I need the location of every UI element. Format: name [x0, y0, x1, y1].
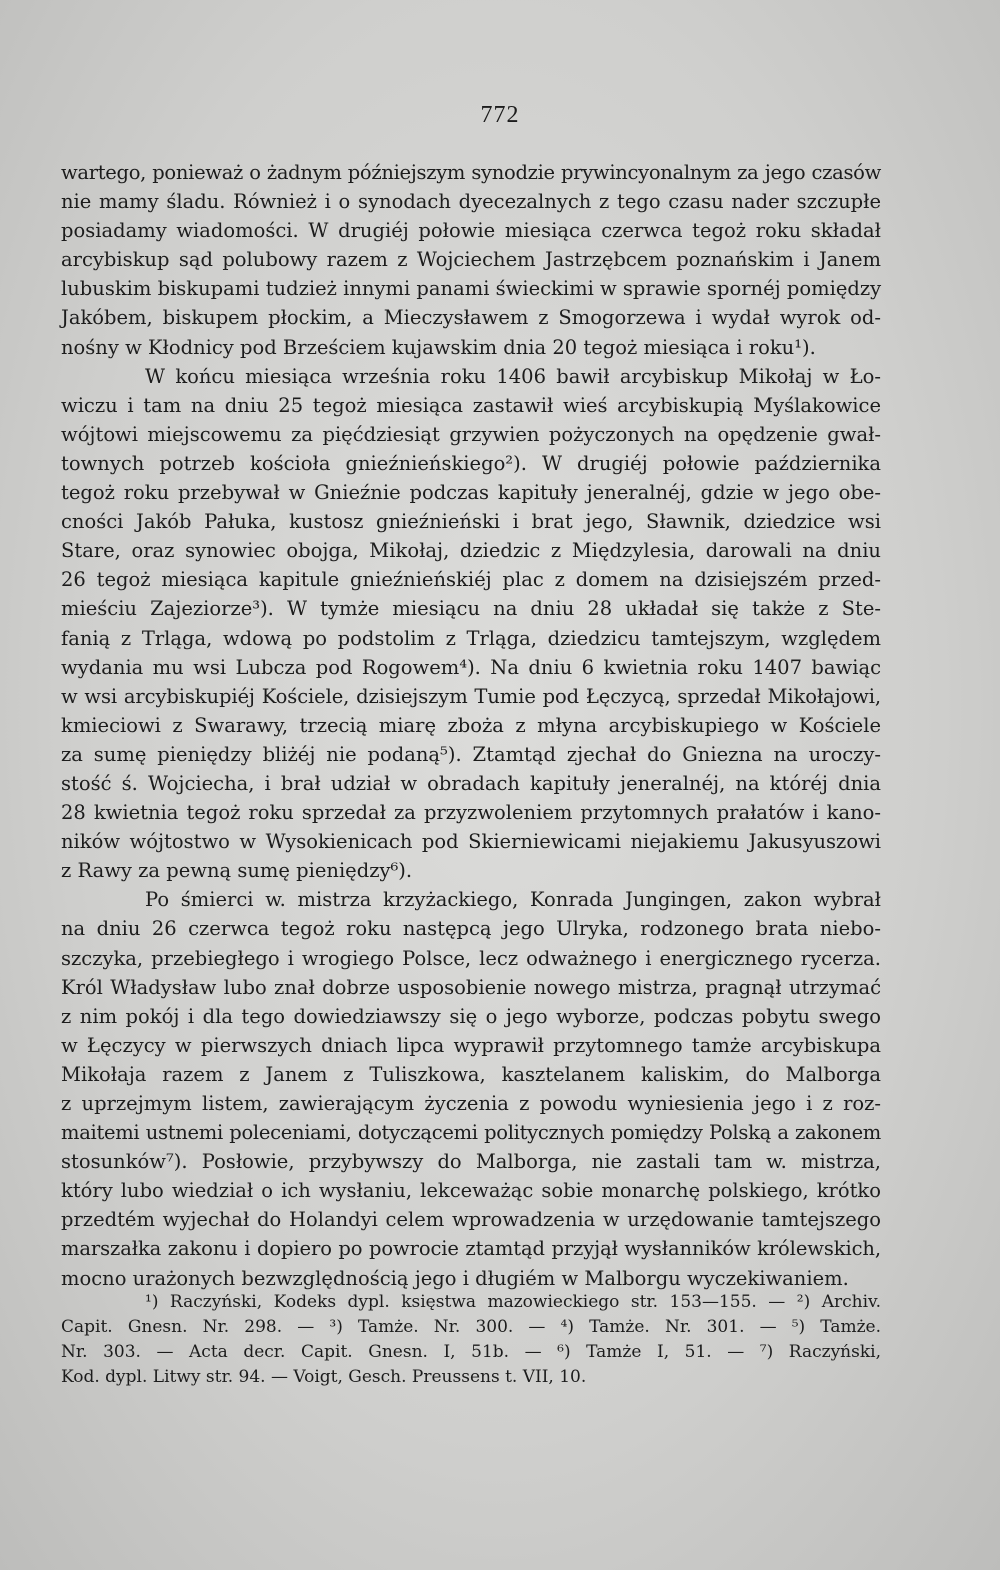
text-line: 28 kwietnia tegoż roku sprzedał za przyzwoleniem przytomnych prałatów i kano- — [61, 801, 881, 825]
text-line: przedtém wyjechał do Holandyi celem wprowadzenia w urzędowanie tamtejszego — [61, 1208, 881, 1232]
text-line: na dniu 26 czerwca tegoż roku następcą jego Ulryka, rodzonego brata niebo- — [61, 917, 881, 941]
text-line: z nim pokój i dla tego dowiedziawszy się o jego wyborze, podczas pobytu swego — [61, 1004, 881, 1028]
text-line: cności Jakób Pałuka, kustosz gnieźnieński i brat jego, Sławnik, dziedzice wsi — [61, 510, 881, 534]
text-line: posiadamy wiadomości. W drugiéj połowie miesiąca czerwca tegoż roku składał — [61, 219, 881, 243]
text-line: wydania mu wsi Lubcza pod Rogowem⁴). Na dniu 6 kwietnia roku 1407 bawiąc — [61, 655, 881, 679]
text-line: maitemi ustnemi poleceniami, dotyczącemi politycznych pomiędzy Polską a zakonem — [61, 1121, 881, 1145]
text-line: który lubo wiedział o ich wysłaniu, lekceważąc sobie monarchę polskiego, krótko — [61, 1179, 881, 1203]
text-line: szczyka, przebiegłego i wrogiego Polsce, lecz odważnego i energicznego rycerza. — [61, 946, 881, 970]
text-line: z uprzejmym listem, zawierającym życzenia z powodu wyniesienia jego i z roz- — [61, 1092, 881, 1115]
text-line: wiczu i tam na dniu 25 tegoż miesiąca zastawił wieś arcybiskupią Myślakowice — [61, 393, 881, 417]
text-line: mocno urażonych bezwzględnością jego i długiém w Malborgu wyczekiwaniem. — [61, 1266, 849, 1290]
text-line: w wsi arcybiskupiéj Kościele, dzisiejszym Tumie pod Łęczycą, sprzedał Mikołajowi, — [61, 684, 881, 708]
text-line: wartego, ponieważ o żadnym późniejszym synodzie prywincyonalnym za jego czasów — [61, 161, 881, 184]
paragraph-start-line: Po śmierci w. mistrza krzyżackiego, Konrada Jungingen, zakon wybrał — [145, 888, 881, 912]
text-line: lubuskim biskupami tudzież innymi panami świeckimi w sprawie spornéj pomiędzy — [61, 277, 882, 301]
text-line: w Łęczycy w pierwszych dniach lipca wyprawił przytomnego tamże arcybiskupa — [61, 1033, 881, 1057]
text-line: wójtowi miejscowemu za pięćdziesiąt grzywien pożyczonych na opędzenie gwał- — [61, 422, 881, 446]
text-line: nośny w Kłodnicy pod Brześciem kujawskim dnia 20 tegoż miesiąca i roku¹). — [61, 335, 816, 359]
text-line: mieściu Zajeziorze³). W tymże miesiącu na dniu 28 układał się także z Ste- — [61, 597, 881, 621]
text-line: Jakóbem, biskupem płockim, a Mieczysławem z Smogorzewa i wydał wyrok od- — [61, 306, 881, 330]
footnotes — [61, 1290, 881, 1390]
footnote-line: Capit. Gnesn. Nr. 298. — ³) Tamże. Nr. 300. — ⁴) Tamże. Nr. 301. — ⁵) Tamże. — [61, 1317, 881, 1337]
footnote-line: ¹) Raczyński, Kodeks dypl. księstwa mazowieckiego str. 153—155. — ²) Archiv. — [145, 1292, 881, 1312]
text-line: kmieciowi z Swarawy, trzecią miarę zboża z młyna arcybiskupiego w Kościele — [61, 713, 881, 737]
text-line: arcybiskup sąd polubowy razem z Wojciechem Jastrzębcem poznańskim i Janem — [61, 248, 881, 272]
paragraph-start-line: W końcu miesiąca września roku 1406 bawił arcybiskup Mikołaj w Ło- — [145, 364, 881, 388]
page-number: 772 — [480, 102, 520, 128]
footnote-line: Kod. dypl. Litwy str. 94. — Voigt, Gesch. Preussens t. VII, 10. — [61, 1367, 587, 1387]
text-line: Stare, oraz synowiec obojga, Mikołaj, dziedzic z Międzylesia, darowali na dniu — [61, 539, 881, 563]
body-text — [61, 158, 881, 1293]
text-line: stość ś. Wojciecha, i brał udział w obradach kapituły jeneralnéj, na któréj dnia — [61, 771, 881, 795]
text-line: 26 tegoż miesiąca kapitule gnieźnieńskiéj plac z domem na dzisiejszém przed- — [61, 568, 881, 592]
text-line: stosunków⁷). Posłowie, przybywszy do Malborga, nie zastali tam w. mistrza, — [61, 1150, 881, 1174]
text-line: Mikołaja razem z Janem z Tuliszkowa, kasztelanem kaliskim, do Malborga — [61, 1062, 881, 1086]
text-line: Król Władysław lubo znał dobrze usposobienie nowego mistrza, pragnął utrzymać — [61, 975, 881, 999]
footnote-line: Nr. 303. — Acta decr. Capit. Gnesn. I, 51b. — ⁶) Tamże I, 51. — ⁷) Raczyński, — [61, 1342, 881, 1362]
text-line: fanią z Trląga, wdową po podstolim z Trląga, dziedzicu tamtejszym, względem — [61, 626, 881, 650]
text-line: marszałka zakonu i dopiero po powrocie ztamtąd przyjął wysłanników królewskich, — [61, 1237, 881, 1261]
text-line: townych potrzeb kościoła gnieźnieńskiego²). W drugiéj połowie października — [61, 451, 881, 475]
text-line: z Rawy za pewną sumę pieniędzy⁶). — [61, 859, 413, 883]
text-line: ników wójtostwo w Wysokienicach pod Skierniewicami niejakiemu Jakusyuszowi — [61, 830, 881, 854]
text-line: za sumę pieniędzy bliżéj nie podaną⁵). Ztamtąd zjechał do Gniezna na uroczy- — [61, 742, 881, 766]
text-line: nie mamy śladu. Również i o synodach dyecezalnych z tego czasu nader szczupłe — [61, 190, 881, 214]
text-line: tegoż roku przebywał w Gnieźnie podczas kapituły jeneralnéj, gdzie w jego obe- — [61, 481, 881, 505]
